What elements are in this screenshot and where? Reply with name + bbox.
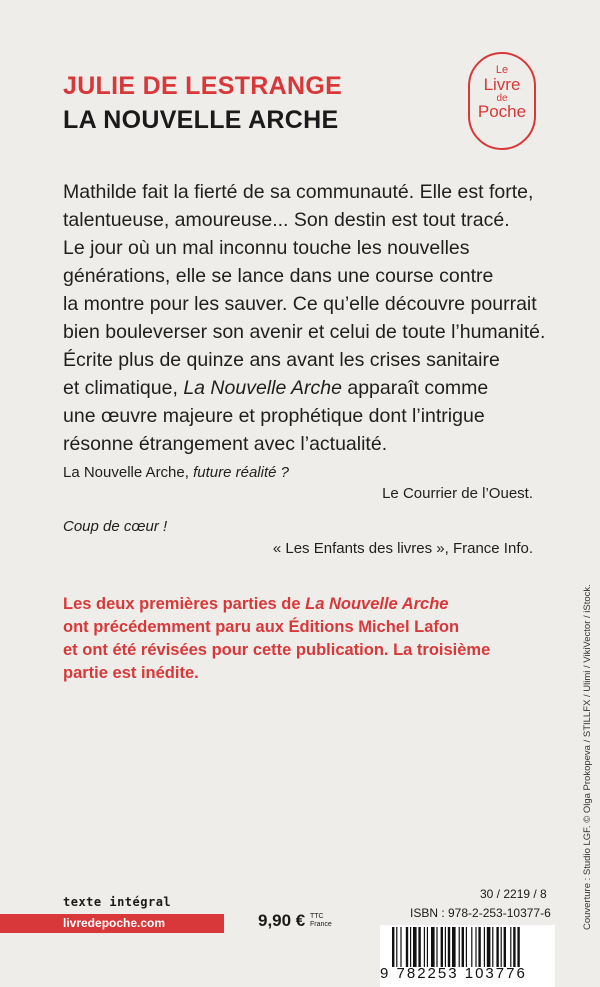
barcode-bar: [466, 927, 467, 967]
barcode-bar: [392, 927, 394, 967]
press-quote-1-source: Le Courrier de l’Ouest.: [382, 485, 533, 502]
barcode-bar: [396, 927, 397, 967]
summary-line-part: apparaît comme: [347, 377, 489, 399]
summary-line: la montre pour les sauver. Ce qu’elle découvre pourrait: [63, 293, 537, 315]
summary-line: Le jour où un mal inconnu touche les nouvelles: [63, 237, 470, 259]
barcode-bar: [418, 927, 420, 967]
quote-text: La Nouvelle Arche,: [63, 464, 189, 481]
note-line: [63, 593, 490, 616]
summary-line: [63, 374, 543, 402]
logo-line-1: Le: [495, 64, 509, 76]
barcode-bar: [471, 927, 472, 967]
summary-line: talentueuse, amoureuse... Son destin est tout tracé.: [63, 209, 510, 231]
barcode-bar: [517, 927, 519, 967]
summary-line: générations, elle se lance dans une course contre: [63, 265, 494, 287]
publication-note: [63, 593, 490, 685]
barcode-bar: [452, 927, 456, 967]
note-line: ont précédemment paru aux Éditions Michel Lafon: [63, 618, 460, 636]
barcode-bar: [448, 927, 450, 967]
barcode-bar: [510, 927, 511, 967]
full-text-label: texte intégral: [63, 895, 172, 909]
book-title: LA NOUVELLE ARCHE: [63, 106, 339, 134]
ttc-label: TTC: [310, 913, 324, 920]
summary-line: résonne étrangement avec l’actualité.: [63, 433, 388, 455]
barcode-bar: [501, 927, 502, 967]
barcode-bar: [431, 927, 435, 967]
note-line: partie est inédite.: [63, 664, 199, 682]
barcode-bar: [441, 927, 443, 967]
barcode-bar: [462, 927, 464, 967]
catalog-code: 30 / 2219 / 8: [480, 887, 547, 901]
barcode-bar: [459, 927, 460, 967]
press-quote-2: [63, 518, 167, 535]
summary-line-part: et climatique,: [63, 377, 178, 399]
note-title-italic: La Nouvelle Arche: [305, 595, 449, 613]
barcode-bar: [492, 927, 493, 967]
author-name: JULIE DE LESTRANGE: [63, 72, 343, 100]
summary-line: Écrite plus de quinze ans avant les crises sanitaire: [63, 349, 500, 371]
barcode-bars: [380, 925, 555, 967]
summary-line: Mathilde fait la fierté de sa communauté. Elle est forte,: [63, 181, 534, 203]
barcode-bar: [484, 927, 485, 967]
barcode-digits: 9 782253 103776: [380, 965, 527, 982]
barcode-bar: [436, 927, 437, 967]
summary-line: bien bouleverser son avenir et celui de toute l’humanité.: [63, 321, 546, 343]
summary-text: [63, 178, 546, 458]
summary-line: une œuvre majeure et prophétique dont l’intrigue: [63, 405, 485, 427]
isbn: ISBN : 978-2-253-10377-6: [410, 906, 551, 920]
barcode-bar: [427, 927, 428, 967]
barcode-bar: [424, 927, 425, 967]
publisher-logo: [468, 52, 536, 150]
press-quote-2-source: « Les Enfants des livres », France Info.: [272, 540, 533, 557]
barcode-bar: [496, 927, 498, 967]
country-label: France: [310, 921, 332, 928]
logo-line-2: Livre: [483, 75, 521, 94]
barcode-bar: [504, 927, 506, 967]
price-tax-note: [310, 913, 332, 929]
barcode-bar: [413, 927, 417, 967]
barcode-bar: [400, 927, 401, 967]
barcode-bar: [410, 927, 411, 967]
barcode-bar: [445, 927, 446, 967]
summary-title-italic: La Nouvelle Arche: [183, 377, 342, 399]
note-line: et ont été révisées pour cette publication. La troisième: [63, 641, 491, 659]
quote-text-italic: future réalité ?: [193, 464, 289, 481]
quote-text-italic: Coup de cœur !: [63, 518, 168, 535]
barcode-bar: [475, 927, 476, 967]
barcode-bar: [513, 927, 515, 967]
barcode-bar: [406, 927, 408, 967]
press-quote-1: [63, 464, 289, 481]
price: 9,90 €: [258, 911, 306, 930]
website-link[interactable]: livredepoche.com: [0, 914, 224, 933]
logo-line-4: Poche: [477, 102, 527, 121]
note-line-part: Les deux premières parties de: [63, 595, 301, 613]
logo-line-3: de: [496, 93, 508, 104]
barcode-bar: [478, 927, 480, 967]
cover-credits: Couverture : Studio LGF. © Olga Prokopeva / STILLFX / Ulimi / VikiVector / iStock.: [582, 584, 593, 930]
barcode-bar: [487, 927, 491, 967]
